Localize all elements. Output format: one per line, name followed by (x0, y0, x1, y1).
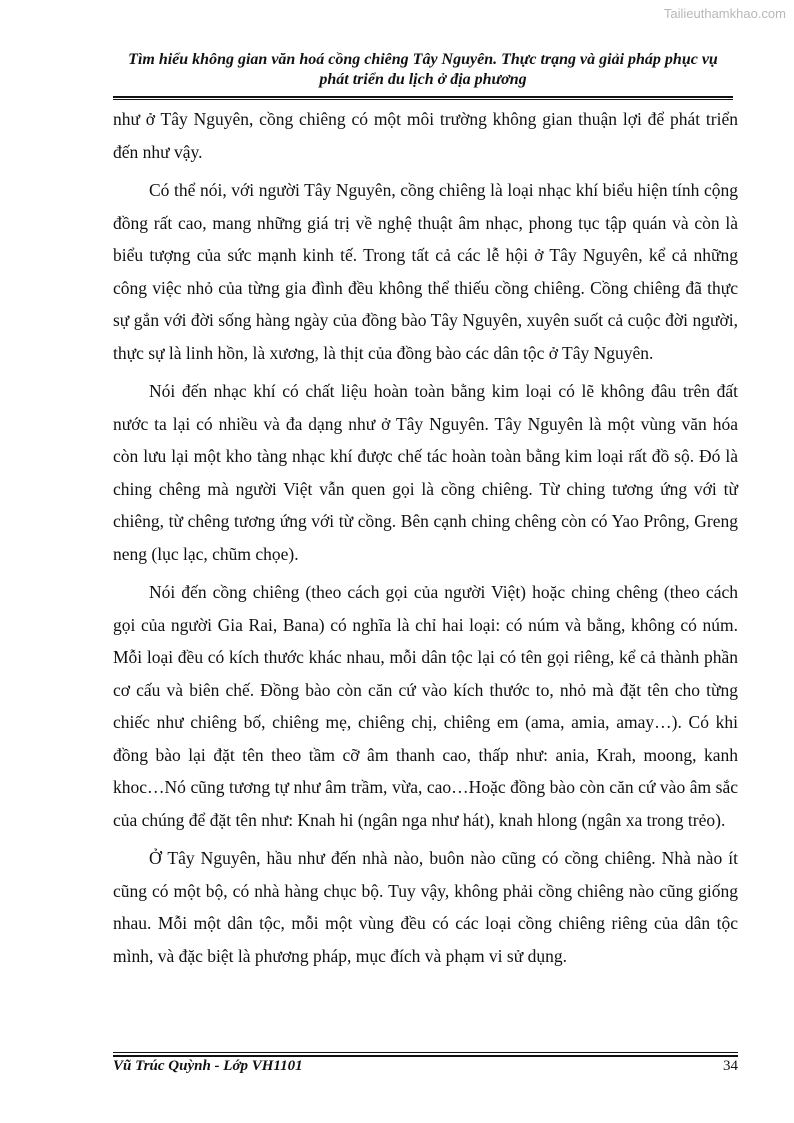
watermark: Tailieuthamkhao.com (663, 6, 786, 21)
header-line-2: phát triển du lịch ở địa phương (319, 71, 527, 88)
paragraph: Ở Tây Nguyên, hầu như đến nhà nào, buôn nào cũng có cồng chiêng. Nhà nào ít cũng có một bộ, có nhà hàng chục bộ. Tuy vậy, không phải cồng chiêng nào cũng giống nhau. Mỗi một dân tộc, mỗi một vùng đều có các loại cồng chiêng riêng của dân tộc mình, và đặc biệt là phương pháp, mục đích và phạm vi sử dụng. (113, 848, 738, 966)
body-text (113, 103, 738, 972)
header-rule (113, 96, 733, 98)
footer-rule-thin (113, 1052, 738, 1053)
running-header (113, 50, 733, 90)
footer-author: Vũ Trúc Quỳnh - Lớp VH1101 (113, 1058, 303, 1074)
header-rule-thin (113, 99, 733, 100)
paragraph: Có thể nói, với người Tây Nguyên, cồng chiêng là loại nhạc khí biểu hiện tính cộng đồng rất cao, mang những giá trị về nghệ thuật âm nhạc, phong tục tập quán và còn là biểu tượng của sức mạnh kinh tế. Trong tất cả các lễ hội ở Tây Nguyên, kể cả những công việc nhỏ của từng gia đình đều không thể thiếu cồng chiêng. Cồng chiêng đã thực sự gắn với đời sống hàng ngày của đồng bào Tây Nguyên, xuyên suốt cả cuộc đời người, thực sự là linh hồn, là xương, là thịt của đồng bào các dân tộc ở Tây Nguyên. (113, 180, 738, 363)
paragraph: Nói đến nhạc khí có chất liệu hoàn toàn bằng kim loại có lẽ không đâu trên đất nước ta lại có nhiều và đa dạng như ở Tây Nguyên. Tây Nguyên là một vùng văn hóa còn lưu lại một kho tàng nhạc khí được chế tác hoàn toàn bằng kim loại rất đồ sộ. Đó là ching chêng mà người Việt vẫn quen gọi là cồng chiêng. Từ ching tương ứng với từ chiêng, từ chêng tương ứng với từ cồng. Bên cạnh ching chêng còn có Yao Prông, Greng neng (lục lạc, chũm chọe). (113, 381, 738, 564)
paragraph-continued: như ở Tây Nguyên, cồng chiêng có một môi trường không gian thuận lợi để phát triển đến như vậy. (113, 109, 738, 162)
header-line-1: Tìm hiểu không gian văn hoá cồng chiêng Tây Nguyên. Thực trạng và giải pháp phục vụ (128, 51, 718, 68)
footer-rule (113, 1055, 738, 1057)
page-number: 34 (723, 1058, 738, 1074)
paragraph: Nói đến cồng chiêng (theo cách gọi của người Việt) hoặc ching chêng (theo cách gọi của người Gia Rai, Bana) có nghĩa là chỉ hai loại: có núm và bằng, không có núm. Mỗi loại đều có kích thước khác nhau, mỗi dân tộc lại có tên gọi riêng, kể cả thành phần cơ cấu và biên chế. Đồng bào còn căn cứ vào kích thước to, nhỏ mà đặt tên cho từng chiếc như chiêng bố, chiêng mẹ, chiêng chị, chiêng em (ama, amia, amay…). Có khi đồng bào lại đặt tên theo tầm cỡ âm thanh cao, thấp như: ania, Krah, moong, kanh khoc…Nó cũng tương tự như âm trầm, vừa, cao…Hoặc đồng bào còn căn cứ vào âm sắc của chúng để đặt tên như: Knah hi (ngân nga như hát), knah hlong (ngân xa trong trẻo). (113, 582, 738, 830)
